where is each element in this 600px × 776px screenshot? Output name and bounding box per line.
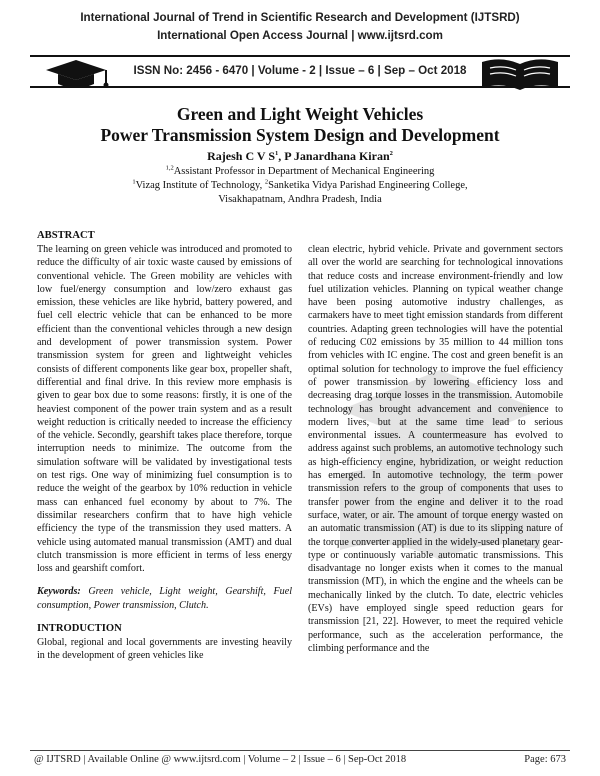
affiliation-line-2 bbox=[0, 180, 600, 191]
issn-line: ISSN No: 2456 - 6470 | Volume - 2 | Issue – 6 | Sep – Oct 2018 bbox=[133, 64, 467, 77]
footer-citation: @ IJTSRD | Available Online @ www.ijtsrd.com | Volume – 2 | Issue – 6 | Sep-Oct 2018 bbox=[34, 754, 407, 765]
affiliation-2b-sup: 2 bbox=[264, 178, 269, 186]
affiliation-line-1 bbox=[0, 166, 600, 177]
author-2-sup: 2 bbox=[389, 150, 393, 157]
affiliation-2a-sup: 1 bbox=[132, 178, 136, 186]
introduction-heading: INTRODUCTION bbox=[37, 623, 122, 635]
affiliation-1-text: Assistant Professor in Department of Mechanical Engineering bbox=[173, 166, 435, 177]
affiliation-2a-text: Vizag Institute of Technology, bbox=[135, 180, 265, 191]
abstract-heading: ABSTRACT bbox=[37, 230, 95, 241]
author-list bbox=[0, 149, 600, 164]
keywords-text: Green vehicle, Light weight, Gearshift, Fuel consumption, Power transmission, Clutch. bbox=[37, 586, 292, 611]
affiliation-2b-text: Sanketika Vidya Parishad Engineering College, bbox=[268, 180, 468, 191]
introduction-text-right: clean electric, hybrid vehicle. Private and government sectors all over the world are searching for technological innovations that reduce costs and increase environment-friendly and low fuel utilization vehicles. Planning on typical weather change have been posing automotive industry challenges, as carmakers have to meet tight emission standards from different countries. Adapting green technologies will have the potential of reducing C02 emissions by 35 million to 44 million tons from vehicles with IC engine. The cost and green benefit is an optimal solution for technology to improve the fuel efficiency of power transmission by lowering efficiency loss and decreasing drag torque losses in the transmission. Automobile technology has brought advancement and convenience to modern lives, but at the same time lead to serious environmental issues. A countermeasure has evolved to address against such problems, an automotive technology such as high-efficiency engine, hybridization, or weight reduction has emerged. In automotive technology, the term power transmission refers to the group of components that uses to transfer power from the engine and deliver it to the road surface, water, or air. The amount of torque energy wasted on an automatic transmission (AT) is due to its slipping nature of the torque converter applied in the widely-used planetary gear-type or continuously variable automatic transmissions. This disadvantage no longer exists when it comes to the manual transmission (MT), in which the engine and the wheels can be mechanically linked by the clutch. To date, electric vehicles (EVs) have employed single speed reduction gears for transmission [21, 22]. However, to meet the required vehicle performance, such as the acceleration performance, the climbing performance and the bbox=[308, 244, 563, 654]
journal-name: International Journal of Trend in Scientific Research and Development (IJTSRD) bbox=[80, 11, 520, 24]
paper-title-line-2: Power Transmission System Design and Development bbox=[100, 125, 500, 145]
page-number: Page: 673 bbox=[524, 754, 566, 765]
author-1: Rajesh C V S bbox=[207, 149, 276, 163]
journal-subtitle: International Open Access Journal | www.ijtsrd.com bbox=[157, 29, 443, 42]
introduction-text-left: Global, regional and local governments are investing heavily in the development of green vehicles like bbox=[37, 637, 292, 662]
affiliation-1-sup: 1,2 bbox=[165, 164, 174, 172]
left-column bbox=[37, 229, 292, 663]
author-separator: , bbox=[278, 149, 285, 163]
abstract-text: The learning on green vehicle was introduced and promoted to reduce the difficulty of air toxic waste caused by emissions of conventional vehicle. The Green mobility are vehicles with low fuel/energy consumption and low/zero exhaust gas emission, these vehicles are like hybrid, battery powered, and fuel cell electric vehicle that can be enhanced to be more efficient than the conventional vehicles through a new design and development of power transmission system. Power transmission system for green and lightweight vehicles consists of different components like gear box, propeller shaft, differential and final drive. In this review more emphasis is given to gear box due to some reasons: firstly, it is one of the heaviest component of the power train system and as a result weight reduction is critically needed to increase the efficiency of the vehicle. Secondly, gearshift takes place therefore, torque interruption needs to minimize. The outcome from the simulation software will be validated by investigational tests on test rigs. One way of minimizing fuel consumption is to reduce the weight of the gearbox by 10% reduction in vehicle mass can enhanced fuel economy by about to 7%. The dissimilar researchers confirm that to have high vehicle efficiency the type of the transmission they used matters. A vehicle using automated manual transmission (AMT) and dual clutch transmission is more efficient in terms of less energy loss and gearshift comfort. bbox=[37, 244, 292, 575]
author-1-sup: 1 bbox=[275, 150, 279, 157]
page-footer bbox=[30, 754, 570, 770]
journal-header bbox=[0, 0, 600, 92]
author-2: P Janardhana Kiran bbox=[284, 149, 390, 163]
keywords-label: Keywords: bbox=[37, 586, 81, 598]
affiliation-line-3: Visakhapatnam, Andhra Pradesh, India bbox=[218, 194, 382, 205]
paper-title-line-1: Green and Light Weight Vehicles bbox=[176, 104, 424, 124]
right-column bbox=[308, 243, 563, 655]
keywords-paragraph bbox=[37, 585, 292, 612]
footer-rule bbox=[30, 750, 570, 751]
